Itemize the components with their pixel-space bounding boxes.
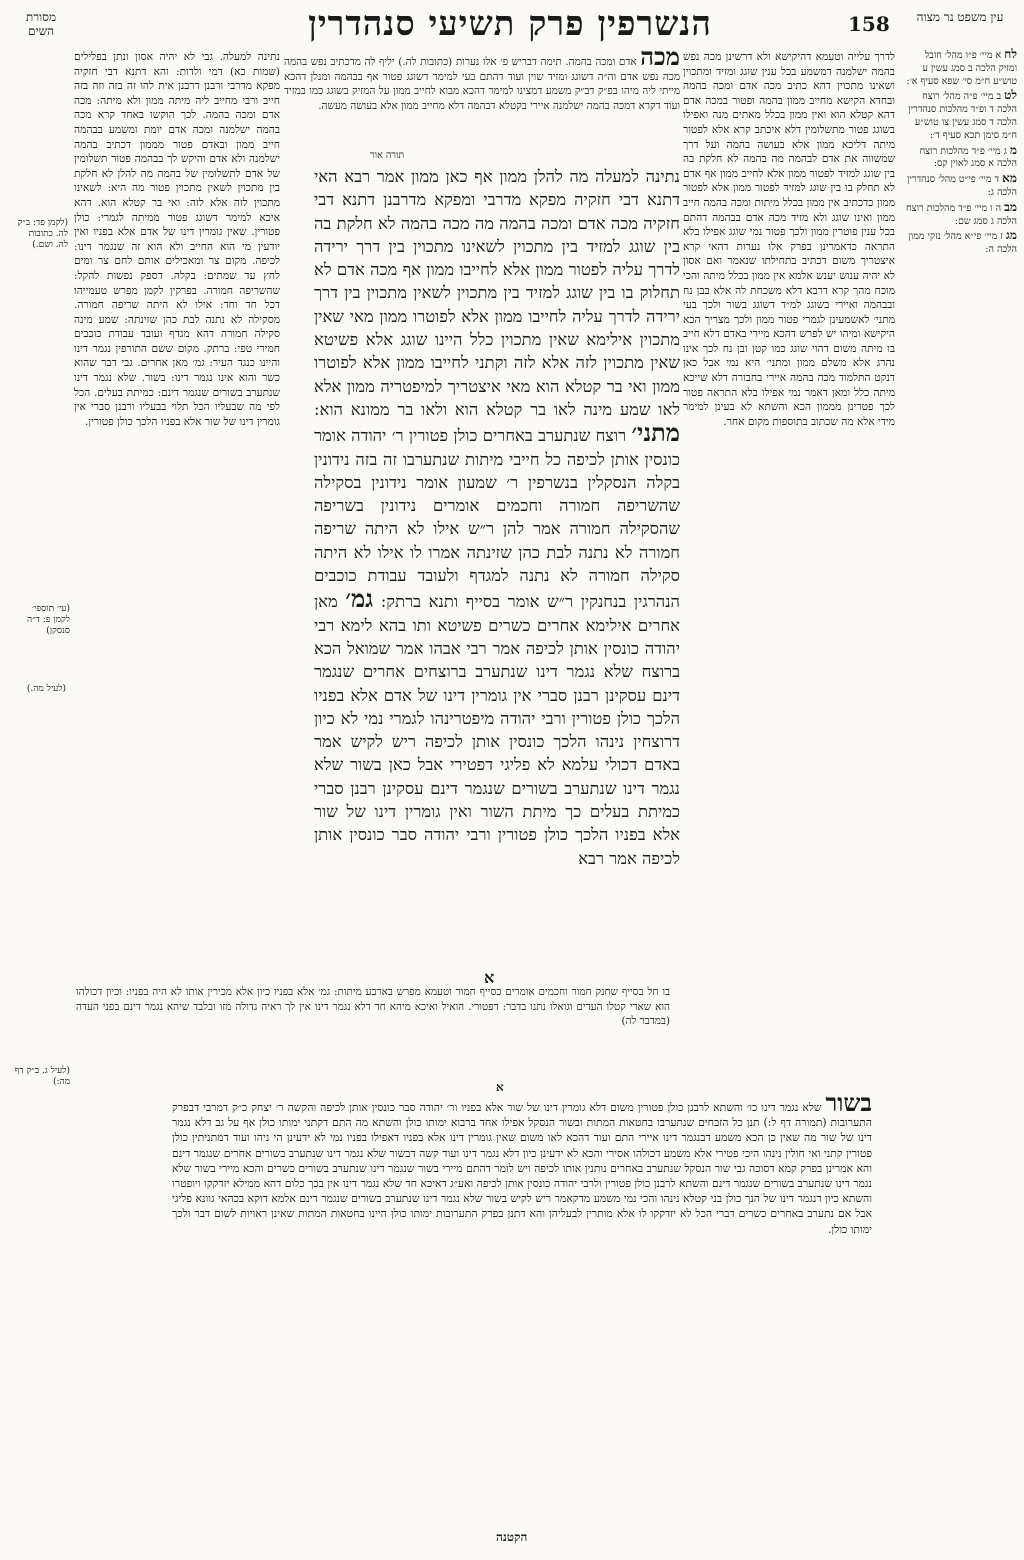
folio-marker: א bbox=[484, 968, 495, 987]
commentary-keyword: בשור bbox=[825, 1095, 872, 1117]
chapter-title: הנשרפין פרק תשיעי סנהדרין bbox=[308, 4, 712, 44]
entry-mark: מ bbox=[1009, 142, 1017, 157]
masoret-note: (לקמן פד: ב״ק לה. כתובות לה. ושם.) bbox=[17, 218, 68, 250]
page-catchword: הקטנה bbox=[496, 1530, 528, 1544]
masoret-note: (לעיל ג. ב״ק דף מה:) bbox=[14, 1066, 70, 1087]
entry-text: ג מיי׳ פ״ד מהלכות רוצח הלכה א סמג לאוין קס: bbox=[919, 145, 1017, 170]
entry-mark: מב bbox=[1004, 199, 1017, 214]
mishnah-keyword: מתני׳ bbox=[631, 418, 680, 448]
ein-mishpat-entry bbox=[905, 172, 1017, 200]
tosafot-heading: מכה bbox=[640, 50, 680, 71]
ein-mishpat-notes bbox=[905, 48, 1017, 258]
bottom-tosafot-block bbox=[172, 1095, 872, 1515]
entry-text: ב מיי׳ פ״ה מהל׳ רוצח הלכה ד ופ״ד מהלכות סנהדרין הלכה ד סמג עשין צו טוש״ע ח״מ סימן תכא סעיף ד׳: bbox=[908, 91, 1017, 141]
masoret-note: (עי׳ תוספי׳ לקמן פ: ד״ה סנסקן) bbox=[26, 604, 70, 636]
commentary-text: שלא נגמר דינו כו׳ והשתא לרבנן כולן פטורין משום דלא גומרין דינו של שור אלא בפניו ור׳ יהודה סבר כונסין אותן לכיפה והקשה ר׳ יצחק כ״ק דמרבי דבפרק התערובות (תמורה דף ל:) תנן כל הזבחים שנתערבו בחטאות המתות ובשור הנסקל אפילו אחד ברבוא ימותו כולן והשתא מה התם דקתני ימותו כולן אף על גב דלא נגמר דינו של שור מה שאין כן הכא משמע דבנגמר דינו איירי התם ועוד דהכא לאו משום שאין גומרין דינו אלא בפניו דאפילו בפניו נמי לא ידעינן הי ניהו ועוד דמתניתין כולן פטורין קתני ואי חולין נינהו היכי פטירי אלא משמע דכולהו אסירי והכא לא ידעינן כיון דלא נגמר דינו ועוד קשה דבשור שלא נגמר דינו שנתערב בשורים אחרים שנגמר דינם והא אמרינן בפרק קמא דסוכה גבי שור הנסקל שנתערב באחרים נותנין אותו לכיפה ויש לומר דהתם מיירי בשור שנגמר דינו שנתערב בשורים כשרים והכא מיירי בשור שלא נגמר דינו שנתערב בשורים שנגמר דינם והשתא לרבנן כולן פטורין ולרבי יהודה כונסין אותן לכיפה ואע״ג דאיכא חד שלא נגמר דינו אין בכך כלום דהא ממילא יזדקקו ויופטרו והשתא כיון דנגמר דינו של הנך כולן בני קטלא נינהו והכי נמי משמע מדקאמר ריש לקיש בשור שלא נגמר דינו שנתערב בשורים שנגמר דינם אלמא דוקא בכהאי גוונא פליגי אבל אם נתערב באחרים כשרים דברי הכל לא יזדקקו לו אלא מותרין לבעליהן והא דתנן בפרק התערובות ימותו כולן היינו בחטאות המתות שאינן ראויות לשום דבר ולכך ימותו כולן. bbox=[172, 1101, 872, 1236]
masoret-hashas-label: מסורת השים bbox=[25, 10, 57, 38]
entry-mark: לח bbox=[1004, 47, 1017, 61]
ein-mishpat-entry bbox=[905, 144, 1017, 172]
gemara-tail: מאן אחרים אילימא אחרים כשרים פשיטא ותו בהא לימא רבי יהודה כונסין אותן לכיפה אמר רבי אבהו אמר שמואל הכא ברוצח שלא נגמר דינו שנתערב ברוצחים אחרים שנגמר דינם עסקינן רבנן סברי אין גומרין דינו של אדם אלא בפניו הלכך כולן פטורין ורבי יהודה מיפטרינהו לגמרי נמי לא כיון דרוצחין נינהו הלכך כונסין אותן לכיפה ריש לקיש אמר באדם דכולי עלמא לא פליגי דפטירי אבל כאן בשור שלא נגמר דינו שנתערב בשורים שנגמר דינם עסקינן רבנן סברי כמיתת בעלים כך מיתת השור ואין גומרין דינו של שור אלא בפניו הלכך כולן פטורין ורבי יהודה סבר כונסין אותן לכיפה אמר רבא bbox=[314, 592, 680, 868]
entry-text: ה ו מיי׳ פ״ד מהלכות רוצח הלכה ג סמג שם: bbox=[906, 202, 1017, 227]
entry-mark: לט bbox=[1004, 88, 1017, 103]
mishnah-text: רוצח שנתערב באחרים כולן פטורין ר׳ יהודה אומר כונסין אותן לכיפה כל חייבי מיתות שנתערבו זה בזה נידונין בקלה הנסקלין בנשרפין ר׳ שמעון אומר נידונין בסקילה שהשריפה חמורה וחכמים אומרים נידונין בשריפה שהסקילה חמורה אמר להן ר״ש אילו לא היתה שריפה חמורה לא נתנה לבת כהן שזינתה אמרו לו אילו לא היתה סקילה חמורה לא נתנה למגדף ולעובד עבודת כוכבים הנהרגין בנחנקין ר״ש אומר בסייף ותנא ברתק: bbox=[314, 426, 680, 612]
tosafot-top-text: אדם ומכה בהמה. תימה דבריש פ׳ אלו נערות (כתובות לה.) יליף לה מדכתיב נפש בהמה מכה נפש אדם וה״ה דשוגג ומזיד שוין ועוד דהתם בעי למימר דשוגג פטור אף בבהמה ומנלן דהכא מייתי ליה מיהו בפ״ק דב״ק משמע דמצינו למימר דהכא מבוא לחייב ממון על המזיק בשוגג כמו במזיד ועוד דקרא דמכה בהמה ישלמנה איירי בקטלא דבהמה דלא מחייב ממון אלא בעושה מעשה. bbox=[284, 56, 680, 112]
gemara-text bbox=[314, 165, 680, 975]
ein-mishpat-entry bbox=[905, 229, 1017, 257]
entry-mark: מג bbox=[1005, 228, 1017, 243]
bottom-commentary: בו חל בסייף שחנק חמור וחכמים אומרים כסייף חמור וטעמא מפרש בארבע מיתות: גמ׳ אלא בפניו כיון אלא מכירין אותו לא היה בפניו: וכיון דכולהו הוא שארי קטלו העדים וגואלו נתנו בדבר: דפטורי. הואיל ואיכא מיהא חד דלא נגמר דינו אין לך ראיה גדולה מזו ובלבד שיהא נגמר דינם בפני העדה (במדבר לה) bbox=[76, 986, 670, 1027]
tosafot-column: לדרך עלייה וטעמא דהיקישא ולא דרשינן מכה נפש בהמה ישלמנה דמשמע בכל ענין שוגג ומזיד ומתכוין ושאינו מתכוין דהא כתיב מכה אדם ומכה בהמה ובחדא הקישא מחייב ממון בהמה ופטור במכה אדם דהא קטלא הוא ואין ממון בכלל מאתים מנה ואפילו בשוגג פטור מתשלומין דלא איכתב קרא אלא לפטור מיתה דליכא ממון אלא בעושה בהמה ועל דרך שמשווה את אדם לבהמה מה בהמה לא חלקת בה בין שוגג למזיד לפטור ממון אלא לחייב ממון אף אדם לא תחלק בו בין שוגג למזיד לפטור ממון אלא לפטור ממון כדכתיב אין ממון בכלל מיתות ומכה בהמה חייב ממון ואינו שוגג ולא מזיד מכה אדם בבהמה דהתם בכל ענין פוטרין ממון ולכך פטור נמי שוגג אפילו בלא התראה כדאמרינן בפרק אלו נערות דהאי קרא איצטריך משום דכתיב בתחילתו שנאמר ואם אסון לא יהיה ענוש יענש אלמא אין ממון בכלל מיתה והכי מוכח מהך קרא דרבא דלא משכחת לה אלא בבן נח ובבהמה ואיירי בשוגג למ״ד דשוגג בשור ולכך בעי מתני׳ לאשמעינן לגמרי פטור ממון ולכך מצריך הכא היקישא ומיהו יש לפרש דהכא מיירי באדם דלא חייב בו מיתה משום דהוי שוגג כמו קטן ובן נח לכך אינו נהרג אלא משלם ממון ומתני׳ היא נמי אבל כאן דנקט התלמוד מכה בהמה איירי בחבורה דלא שייכא מיתה כלל ומאן דאמר נמי אפילו בלא התראה פטור לכך פטרינן מממון הכא והשתא לא בעינן למימר מידי אלא מה שכתוב בתוספות מקום אחר. bbox=[683, 51, 895, 428]
ein-mishpat-entry bbox=[905, 89, 1017, 142]
masoret-note: (לעיל מה.) bbox=[26, 684, 66, 694]
ein-mishpat-entry bbox=[905, 48, 1017, 88]
tosafot-top-block bbox=[284, 50, 680, 160]
torah-or-label: תורה אור bbox=[370, 150, 405, 161]
gemara-opening: נתינה למעלה מה להלן ממון אף כאן ממון אמר רבא האי דתנא דבי חזקיה מפקא מדרבי ומפקא מדרבנן דתנא דבי חזקיה מכה אדם ומכה בהמה מה מכה בהמה לא חלקת בה בין שוגג למזיד בין מתכוין לשאינו מתכוין בין דרך ירידה לדרך עליה לפטור ממון אלא לחייבו ממון אף מכה אדם לא תחלוק בו בין שוגג למזיד בין מתכוין לשאין מתכוין בין דרך ירידה לדרך עליה לחייבו ממון אלא לפוטרו ממון מאי שאין מתכוין אילימא שאין מתכוין כלל היינו שוגג אלא פשיטא שאין מתכוין לזה אלא לזה וקתני לחייבו ממון אלא לפוטרו ממון ואי בר קטלא הוא מאי איצטריך למיפטריה ממון אלא לאו שמע מינה לאו בר קטלא הוא ולאו בר ממונא הוא: bbox=[314, 167, 680, 419]
ein-mishpat-label: עין משפט נר מצוה bbox=[916, 10, 1004, 24]
footer-catchword: א bbox=[496, 1080, 504, 1094]
entry-text: ד מיי׳ פי״ט מהל׳ סנהדרין הלכה ג: bbox=[907, 174, 1017, 198]
page-number: 158 bbox=[848, 12, 890, 36]
entry-mark: מא bbox=[1002, 171, 1017, 186]
rashi-column: נתינה למעלה. גבי לא יהיה אסון ונתן בפלילים (שמות כא) דמי ולדות: והא דתנא דבי חזקיה מפקא מדרבי ורבנן דרבנן אית להו זה בזה וזה בזה חייב ורבי מחייב ליה מיתה ממון ולא מיתה: מכה אדם ומכה בהמה. לכך הוקשו באחד קרא מכה בהמה ישלמנה ומכה אדם יומת ומשמע בבהמה חייב ממון ובאדם פטור מממון דכתיב בהמה ישלמנה ולא אדם והיקש לך בבהמה פטור תשלומין של אדם לתשלומין של בהמה מה להלן לא חלקת בין מתכוין לשאין מתכוין פטור מה היא: לשאינו מתכוין לזה אלא לזה: ואי בר קטלא הוא. דהא איכא למימר דשוגג פטור ממיתה לגמרי: כולן פטורין. שאין גומרין דינו של אדם אלא בפניו ואין יודעין מי הוא החייב ולא הוא זה שנגמר דינו: לכיפה. מקום צר ומאכילים אותם לחם צר ומים לחץ עד שמתים: בקלה. דספק נפשות להקל: שהשריפה חמורה. בפרקין לקמן מפרש טעמייהו דכל חד וחד: אילו לא היתה שריפה חמורה. מסקילה לא נתנה לבת כהן שזינתה: שמע מינה סקילה חמורה דהא מגדף ועובד עבודת כוכבים חמירי טפי: ברתק. מקום ששם התורפין נגמר דינו והיינו כנגד העיר: גמ׳ מאן אחרים. גבי דבר שהוא כשר והוא אינו נגמר דינו: בשור. שלא נגמר דינו שנתערב בשורים שנגמר דינם: כמיתת בעלים. הכל לפי מה שבעליו הכל תלוי בבעליו ורבנן סברי אין גומרין דינו של שור אלא בפניו הלכך כולן פטורין. bbox=[74, 51, 280, 428]
entry-text: ז מיי׳ פי״א מהל׳ נזקי ממון הלכה ה: bbox=[908, 231, 1017, 256]
entry-text: א מיי׳ פ״ו מהל׳ חובל ומזיק הלכה ב סמג עשין ע טוש״ע ח״מ סי׳ שפא סעיף א׳: bbox=[906, 50, 1017, 87]
gemara-keyword: גמ׳ bbox=[345, 584, 374, 614]
ein-mishpat-entry bbox=[905, 201, 1017, 229]
